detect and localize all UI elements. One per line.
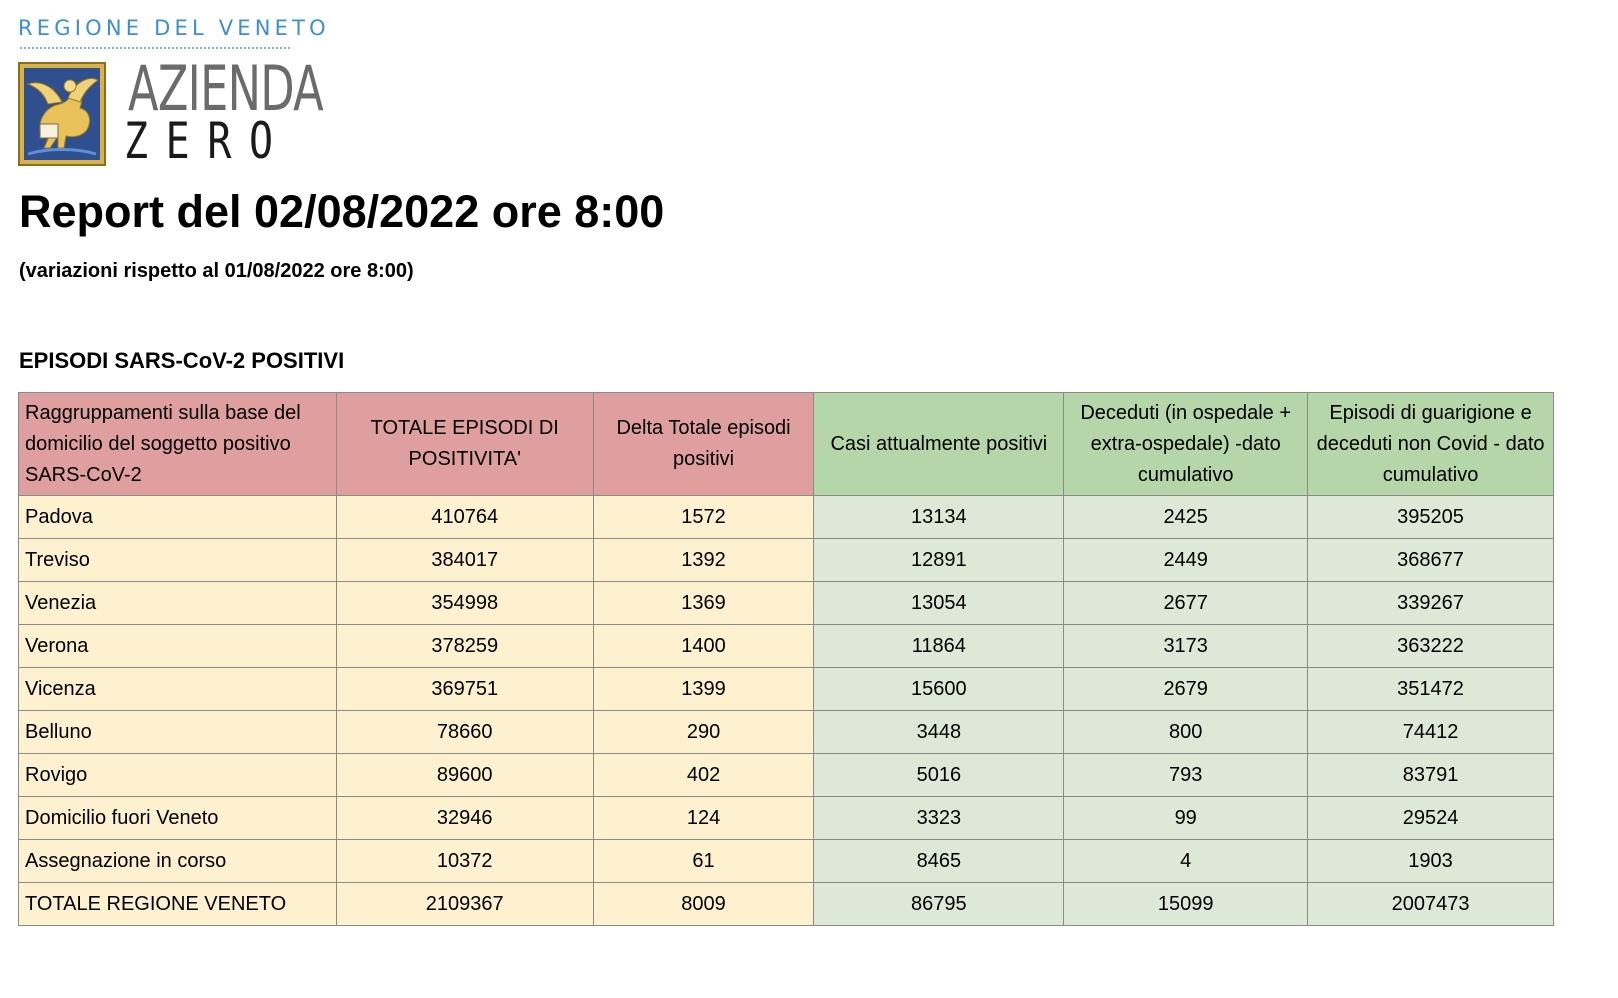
row-area-name: Padova [19, 496, 337, 539]
logo-dotted-divider [20, 47, 290, 49]
cell-recovered: 363222 [1308, 625, 1554, 668]
row-area-name: Verona [19, 625, 337, 668]
cell-current-positives: 13054 [814, 582, 1064, 625]
logo-text-zero: ZERO [124, 112, 291, 170]
table-total-row [19, 883, 1554, 926]
table-row [19, 496, 1554, 539]
report-subtitle: (variazioni rispetto al 01/08/2022 ore 8:00) [19, 260, 414, 282]
cell-deceased: 15099 [1064, 883, 1308, 926]
cell-total-episodes: 369751 [336, 668, 593, 711]
region-label: REGIONE DEL VENETO [18, 16, 330, 40]
cell-current-positives: 13134 [814, 496, 1064, 539]
cell-deceased: 793 [1064, 754, 1308, 797]
cell-current-positives: 12891 [814, 539, 1064, 582]
lion-of-saint-mark-emblem-icon [18, 62, 106, 166]
cell-total-episodes: 89600 [336, 754, 593, 797]
cell-delta-total: 290 [593, 711, 814, 754]
table-row [19, 711, 1554, 754]
cell-recovered: 351472 [1308, 668, 1554, 711]
cell-delta-total: 124 [593, 797, 814, 840]
cell-deceased: 2425 [1064, 496, 1308, 539]
cell-delta-total: 8009 [593, 883, 814, 926]
cell-total-episodes: 78660 [336, 711, 593, 754]
row-area-name: Domicilio fuori Veneto [19, 797, 337, 840]
cell-deceased: 800 [1064, 711, 1308, 754]
cell-total-episodes: 32946 [336, 797, 593, 840]
cell-delta-total: 1572 [593, 496, 814, 539]
row-area-name: Vicenza [19, 668, 337, 711]
row-area-name: Treviso [19, 539, 337, 582]
table-row [19, 754, 1554, 797]
cell-delta-total: 61 [593, 840, 814, 883]
cell-total-episodes: 2109367 [336, 883, 593, 926]
cell-recovered: 368677 [1308, 539, 1554, 582]
table-header-row [19, 393, 1554, 496]
row-area-name: Assegnazione in corso [19, 840, 337, 883]
cell-total-episodes: 378259 [336, 625, 593, 668]
cell-deceased: 2449 [1064, 539, 1308, 582]
cell-total-episodes: 410764 [336, 496, 593, 539]
table-row [19, 539, 1554, 582]
cell-total-episodes: 10372 [336, 840, 593, 883]
cell-recovered: 339267 [1308, 582, 1554, 625]
cell-current-positives: 86795 [814, 883, 1064, 926]
cell-recovered: 2007473 [1308, 883, 1554, 926]
table-row [19, 582, 1554, 625]
cell-delta-total: 1399 [593, 668, 814, 711]
cell-recovered: 83791 [1308, 754, 1554, 797]
column-header-grouping: Raggruppamenti sulla base del domicilio del soggetto positivo SARS-CoV-2 [19, 393, 337, 496]
cell-recovered: 395205 [1308, 496, 1554, 539]
column-header-recovered: Episodi di guarigione e deceduti non Covid - dato cumulativo [1308, 393, 1554, 496]
cell-total-episodes: 384017 [336, 539, 593, 582]
cell-current-positives: 3448 [814, 711, 1064, 754]
cell-deceased: 3173 [1064, 625, 1308, 668]
cell-current-positives: 11864 [814, 625, 1064, 668]
column-header-delta-total: Delta Totale episodi positivi [593, 393, 814, 496]
report-title: Report del 02/08/2022 ore 8:00 [19, 186, 665, 237]
cell-current-positives: 15600 [814, 668, 1064, 711]
cell-delta-total: 1369 [593, 582, 814, 625]
positive-episodes-table [18, 392, 1554, 926]
cell-recovered: 1903 [1308, 840, 1554, 883]
logo-text-azienda: AZIENDA [128, 52, 323, 125]
table-row [19, 625, 1554, 668]
cell-current-positives: 8465 [814, 840, 1064, 883]
azienda-zero-logo [18, 12, 330, 172]
cell-total-episodes: 354998 [336, 582, 593, 625]
table-row [19, 840, 1554, 883]
cell-deceased: 4 [1064, 840, 1308, 883]
row-area-name: TOTALE REGIONE VENETO [19, 883, 337, 926]
cell-recovered: 74412 [1308, 711, 1554, 754]
column-header-current-positives: Casi attualmente positivi [814, 393, 1064, 496]
cell-deceased: 99 [1064, 797, 1308, 840]
cell-delta-total: 402 [593, 754, 814, 797]
cell-current-positives: 3323 [814, 797, 1064, 840]
cell-deceased: 2677 [1064, 582, 1308, 625]
table-row [19, 797, 1554, 840]
row-area-name: Venezia [19, 582, 337, 625]
cell-recovered: 29524 [1308, 797, 1554, 840]
column-header-total-episodes: TOTALE EPISODI DI POSITIVITA' [336, 393, 593, 496]
cell-delta-total: 1392 [593, 539, 814, 582]
table-row [19, 668, 1554, 711]
cell-delta-total: 1400 [593, 625, 814, 668]
cell-deceased: 2679 [1064, 668, 1308, 711]
row-area-name: Belluno [19, 711, 337, 754]
column-header-deceased: Deceduti (in ospedale + extra-ospedale) -dato cumulativo [1064, 393, 1308, 496]
row-area-name: Rovigo [19, 754, 337, 797]
section-title: EPISODI SARS-CoV-2 POSITIVI [19, 348, 345, 373]
cell-current-positives: 5016 [814, 754, 1064, 797]
